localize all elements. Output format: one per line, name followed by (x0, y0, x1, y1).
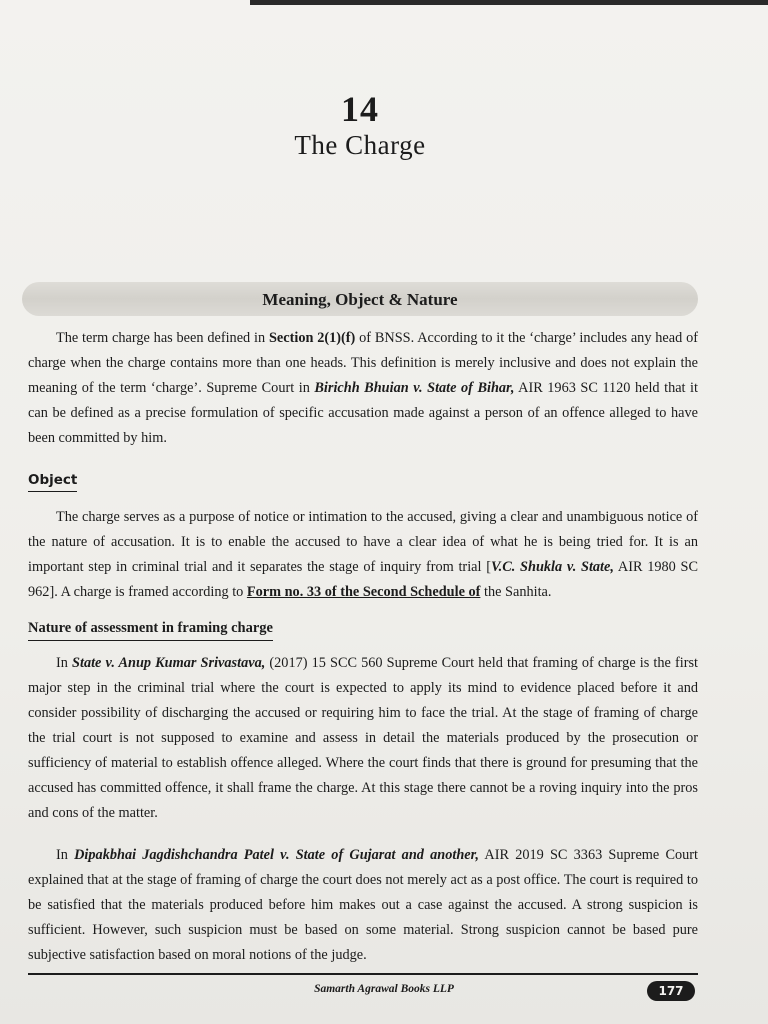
publisher-name: Samarth Agrawal Books LLP (314, 983, 454, 995)
page-number-badge: 177 (647, 981, 695, 1001)
chapter-number: 14 (341, 89, 379, 129)
footer-rule (28, 973, 698, 975)
section-reference: Section 2(1)(f) (268, 330, 356, 346)
nature-heading: Nature of assessment in framing charge (28, 620, 273, 641)
section-banner-title: Meaning, Object & Nature (262, 290, 458, 309)
object-heading: Object (28, 472, 77, 492)
case-citation: State v. Anup Kumar Srivastava, (72, 655, 266, 671)
top-rule (250, 0, 768, 5)
chapter-title: The Charge (294, 130, 426, 160)
case-citation: Birichh Bhuian v. State of Bihar, (314, 380, 515, 396)
definition-paragraph: The term charge has been defined in Section 2(1)(f) of BNSS. According to it the ‘charge’ includes any head of charge when the charge contains more than one heads. This definition is merely inclusive and does not explain the meaning of the term ‘charge’. Supreme Court in Birichh Bhuian v. State of Bihar, AIR 1963 SC 1120 held that it can be defined as a precise formulation of specific accusation made against a person of an offence alleged to have been committed by him. (28, 330, 698, 446)
nature-paragraph-1: In State v. Anup Kumar Srivastava, (2017) 15 SCC 560 Supreme Court held that framing of charge is the first major step in the criminal trial where the court is expected to apply its mind to evidence placed before it and consider possibility of discharging the accused or requiring him to face the trial. At the stage of framing of charge the trial court is not supposed to examine and assess in detail the materials produced by the prosecution or sufficiency of material to establish offence alleged. Where the court finds that there is ground for presuming that the accused has committed offence, it shall frame the charge. At this stage there cannot be a roving inquiry into the pros and cons of the matter. (28, 655, 699, 821)
nature-paragraph-2: In Dipakbhai Jagdishchandra Patel v. State of Gujarat and another, AIR 2019 SC 3363 Supreme Court explained that at the stage of framing of charge the court does not merely act as a post office. The court is required to be satisfied that the materials produced before him makes out a case against the accused. A strong suspicion is sufficient. However, such suspicion must be based on some material. Strong suspicion cannot be based pure subjective satisfaction based on moral notions of the judge. (28, 847, 699, 963)
form-reference: Form no. 33 of the Second Schedule of (246, 584, 481, 600)
case-citation: V.C. Shukla v. State, (490, 559, 614, 575)
case-citation: Dipakbhai Jagdishchandra Patel v. State of Gujarat and another, (74, 847, 479, 863)
object-paragraph: The charge serves as a purpose of notice or intimation to the accused, giving a clear and unambiguous notice of the nature of accusation. It is to enable the accused to have a clear idea of what he is being tried for. It is an important step in criminal trial and it separates the stage of inquiry from trial [V.C. Shukla v. State, AIR 1980 SC 962]. A charge is framed according to Form no. 33 of the Second Schedule of the Sanhita. (28, 509, 699, 600)
